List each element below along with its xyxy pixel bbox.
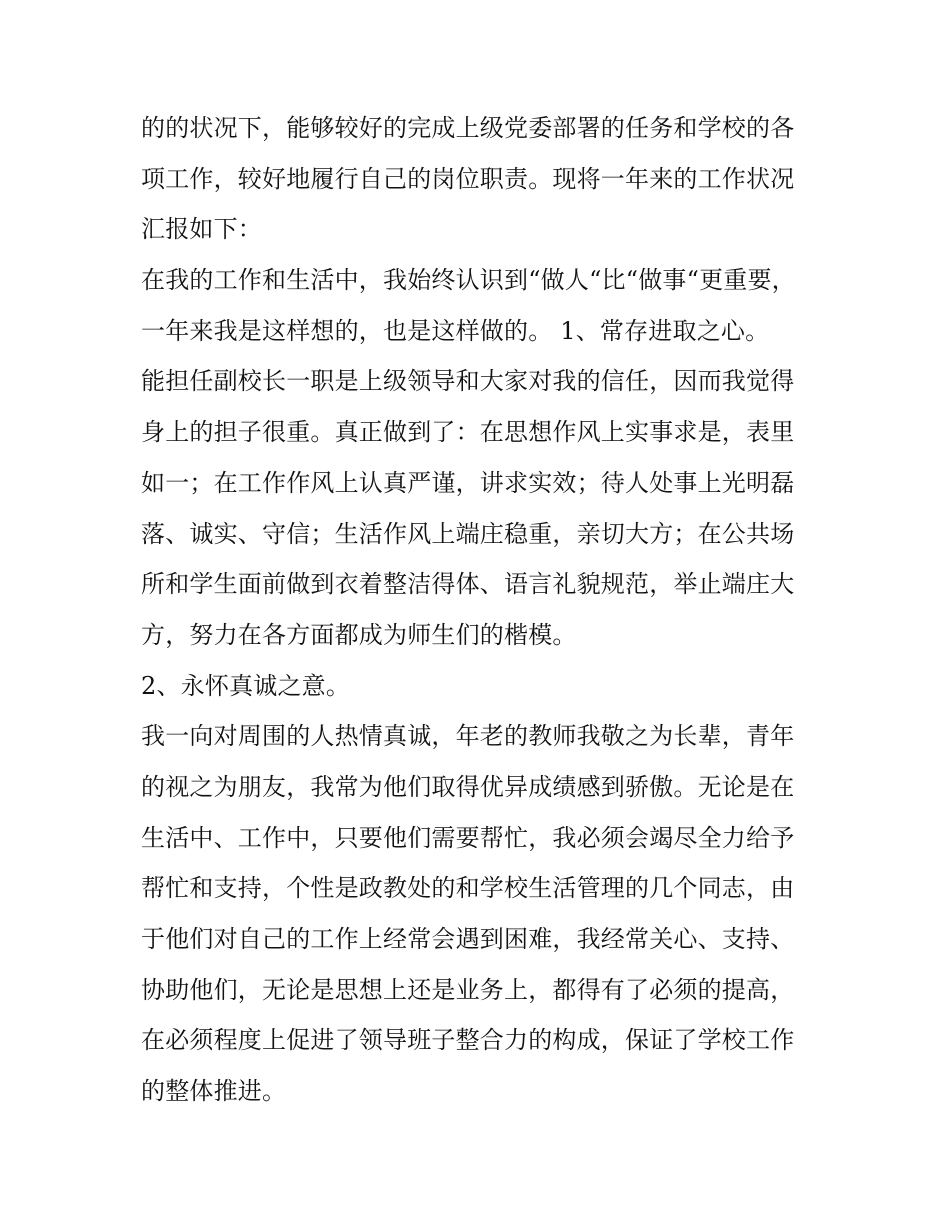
- text-line: 的的状况下，能够较好的完成上级党委部署的任务和学校的各: [141, 114, 795, 142]
- text-line: 的视之为朋友，我常为他们取得优异成绩感到骄傲。无论是在: [141, 772, 795, 801]
- text-line: 汇报如下：: [141, 215, 262, 244]
- text-line: 落、诚实、守信；生活作风上端庄稳重，亲切大方；在公共场: [141, 519, 795, 548]
- text-line: 帮忙和支持，个性是政教处的和学校生活管理的几个同志，由: [141, 874, 795, 903]
- section-heading: 2、永怀真诚之意。: [141, 671, 351, 700]
- text-line: 生活中、工作中，只要他们需要帮忙，我必须会竭尽全力给予: [141, 823, 795, 852]
- text-line: 方，努力在各方面都成为师生们的楷模。: [141, 620, 577, 649]
- text-line: 如一；在工作作风上认真严谨，讲求实效；待人处事上光明磊: [141, 468, 795, 497]
- text-line: 于他们对自己的工作上经常会遇到困难，我经常关心、支持、: [141, 925, 795, 953]
- text-line: 在必须程度上促进了领导班子整合力的构成，保证了学校工作: [141, 1026, 795, 1055]
- text-line: 能担任副校长一职是上级领导和大家对我的信任，因而我觉得: [141, 367, 795, 396]
- text-line: 一年来我是这样想的，也是这样做的。 1、常存进取之心。: [141, 316, 770, 345]
- text-line: 我一向对周围的人热情真诚，年老的教师我敬之为长辈，青年: [141, 722, 795, 751]
- body-text: [141, 103, 813, 1117]
- text-line: 在我的工作和生活中，我始终认识到“做人“比“做事“更重要，: [141, 266, 796, 295]
- text-line: 项工作，较好地履行自己的岗位职责。现将一年来的工作状况: [141, 164, 795, 193]
- text-line: 身上的担子很重。真正做到了：在思想作风上实事求是，表里: [141, 418, 795, 447]
- text-line: 所和学生面前做到衣着整洁得体、语言礼貌规范，举止端庄大: [141, 570, 795, 599]
- text-line: 的整体推进。: [141, 1077, 287, 1106]
- text-line: 协助他们，无论是思想上还是业务上，都得有了必须的提高，: [141, 975, 795, 1004]
